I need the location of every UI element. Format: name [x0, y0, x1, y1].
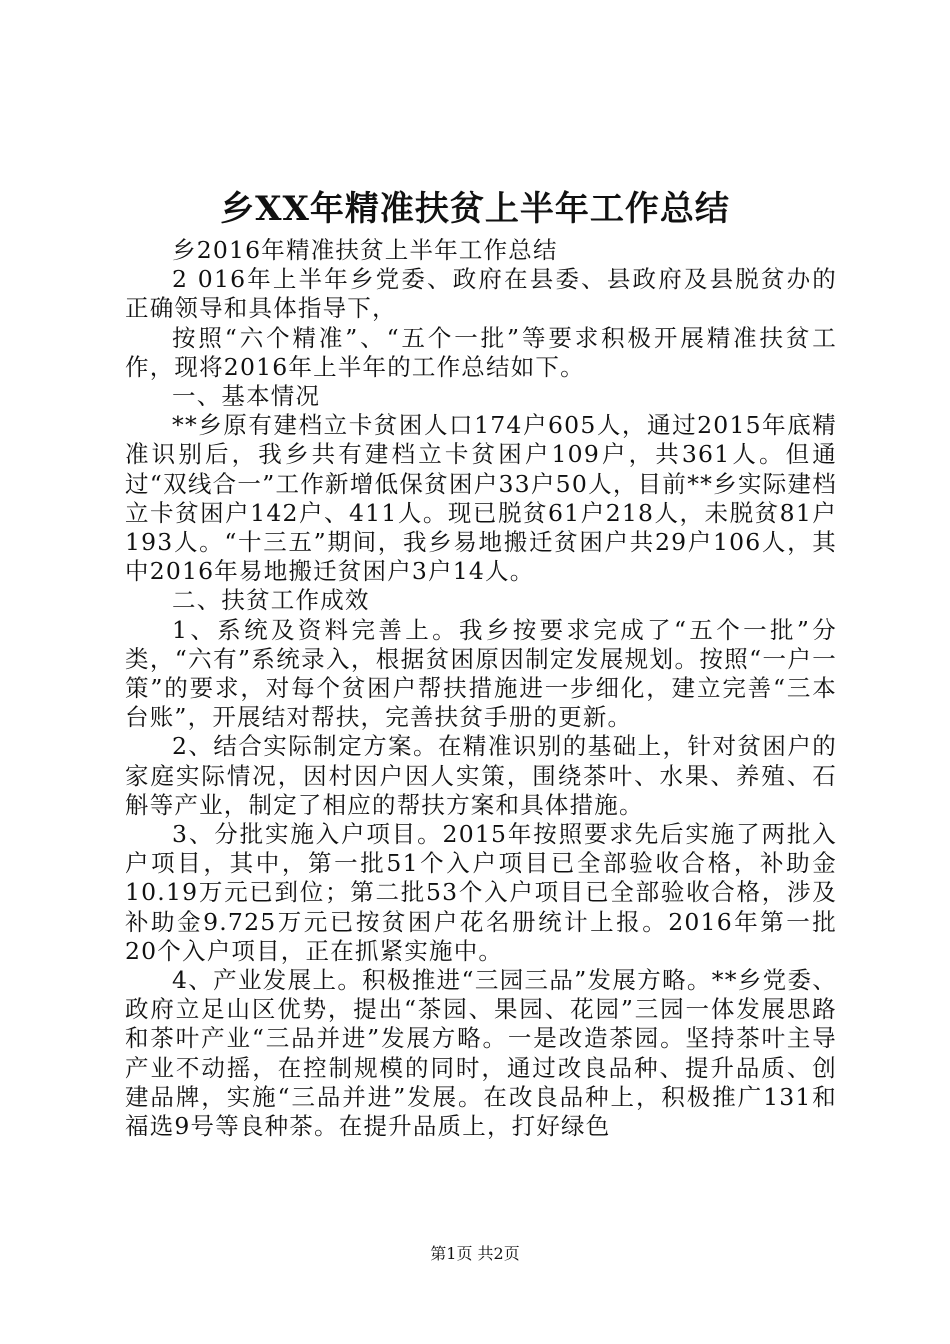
- page-number-footer: 第1页 共2页: [430, 1244, 520, 1263]
- paragraph-subtitle: 乡2016年精准扶贫上半年工作总结: [172, 236, 558, 264]
- paragraph-result-3: 3、分批实施入户项目。2015年按照要求先后实施了两批入户项目，其中，第一批51个入户项目已全部验收合格，补助金10.19万元已到位；第二批53个入户项目已全部验收合格，涉及补助金9.725万元已按贫困户花名册统计上报。2016年第一批20个入户项目，正在抓紧实施中。: [125, 820, 837, 965]
- section-heading-basic-situation: 一、基本情况: [172, 382, 321, 411]
- paragraph-intro-continued: 按照“六个精准”、“五个一批”等要求积极开展精准扶贫工作，现将2016年上半年的工作总结如下。: [125, 323, 837, 381]
- paragraph-result-2: 2、结合实际制定方案。在精准识别的基础上，针对贫困户的家庭实际情况，因村因户因人实策，围绕茶叶、水果、养殖、石斛等产业，制定了相应的帮扶方案和具体措施。: [125, 732, 837, 819]
- paragraph-intro: 2 016年上半年乡党委、政府在县委、县政府及县脱贫办的正确领导和具体指导下，: [125, 265, 837, 323]
- document-title: 乡XX年精准扶贫上半年工作总结: [220, 189, 730, 229]
- section-heading-results: 二、扶贫工作成效: [172, 586, 370, 615]
- paragraph-result-4: 4、产业发展上。积极推进“三园三品”发展方略。**乡党委、政府立足山区优势，提出“茶园、果园、花园”三园一体发展思路和茶叶产业“三品并进”发展方略。一是改造茶园。坚持茶叶主导产业不动摇，在控制规模的同时，通过改良品种、提升品质、创建品牌，实施“三品并进”发展。在改良品种上，积极推广131和福选9号等良种茶。在提升品质上，打好绿色: [125, 966, 837, 1141]
- paragraph-basic-situation: **乡原有建档立卡贫困人口174户605人，通过2015年底精准识别后，我乡共有建档立卡贫困户109户，共361人。但通过“双线合一”工作新增低保贫困户33户50人，目前**乡实际建档立卡贫困户142户、411人。现已脱贫61户218人，未脱贫81户193人。“十三五”期间，我乡易地搬迁贫困户共29户106人，其中2016年易地搬迁贫困户3户14人。: [125, 411, 837, 586]
- document-body: [125, 236, 837, 1141]
- paragraph-result-1: 1、系统及资料完善上。我乡按要求完成了“五个一批”分类，“六有”系统录入，根据贫困原因制定发展规划。按照“一户一策”的要求，对每个贫困户帮扶措施进一步细化，建立完善“三本台账”，开展结对帮扶，完善扶贫手册的更新。: [125, 615, 837, 732]
